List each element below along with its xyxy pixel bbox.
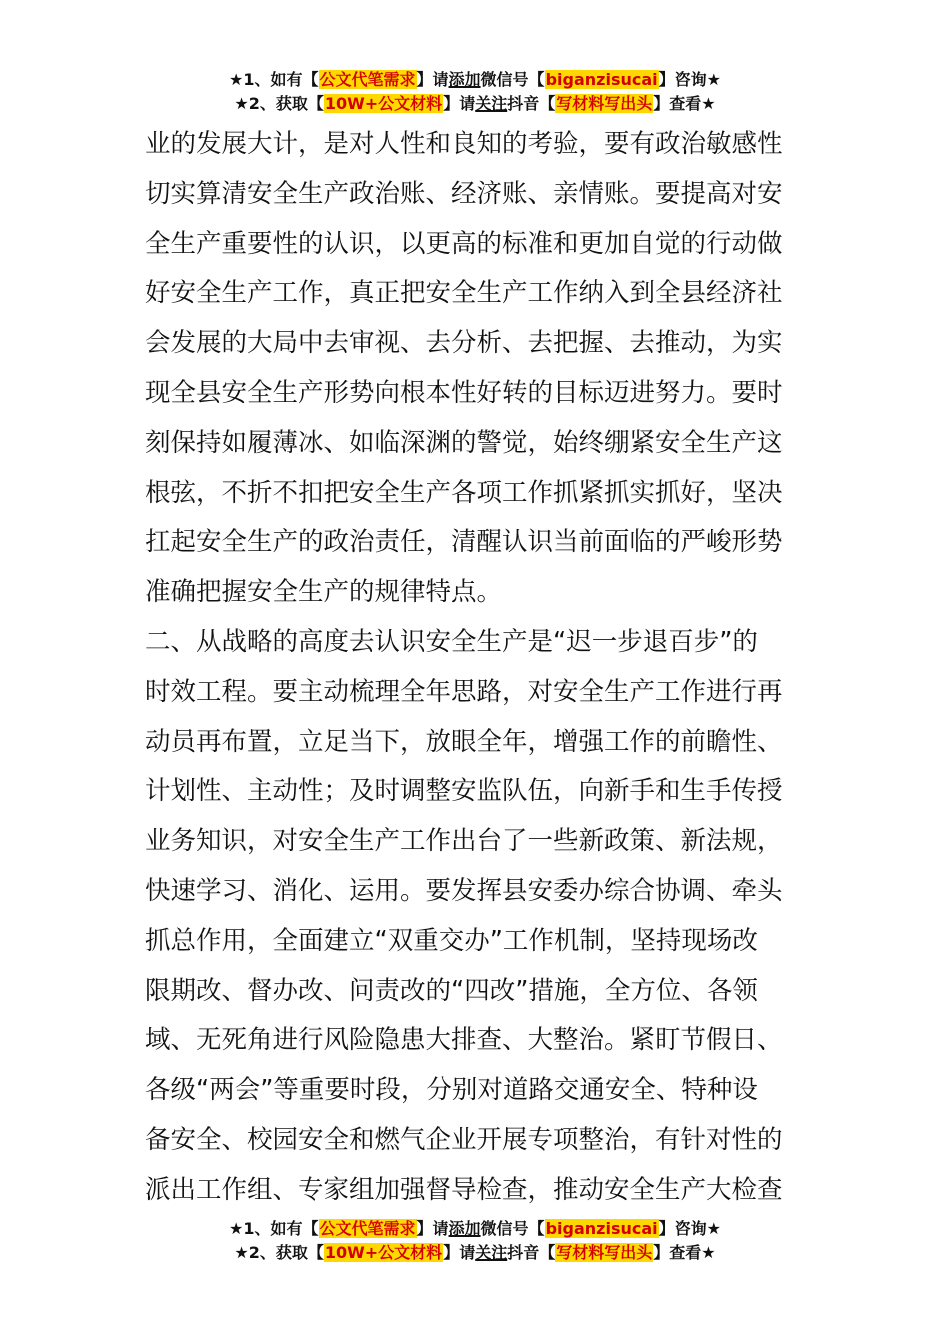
footer-banner	[0, 1217, 950, 1265]
banner-text: 】请	[443, 94, 476, 113]
banner-text: ★1、如有【	[229, 1219, 319, 1238]
banner-text: ★2、获取【	[234, 1243, 324, 1262]
body-line: 业的发展大计，是对人性和良知的考验，要有政治敏感性	[145, 129, 783, 159]
underlined-text: 添加	[448, 70, 481, 89]
banner-text: 】请	[416, 70, 449, 89]
banner-line-2	[0, 1241, 950, 1265]
highlight-service: 公文代笔需求	[319, 70, 416, 89]
header-banner	[0, 68, 950, 116]
banner-line-1	[0, 1217, 950, 1241]
banner-text: 】查看★	[653, 94, 716, 113]
banner-text: 】请	[416, 1219, 449, 1238]
section-heading: 二、从战略的高度去认识安全生产是“迟一步退百步”的	[145, 626, 758, 657]
banner-line-2	[0, 92, 950, 116]
body-line: 动员再布置，立足当下，放眼全年，增强工作的前瞻性、	[145, 726, 783, 757]
body-line: 刻保持如履薄冰、如临深渊的警觉，始终绷紧安全生产这	[145, 427, 783, 458]
document-body	[145, 120, 810, 1216]
body-line: 切实算清安全生产政治账、经济账、亲情账。要提高对安	[145, 178, 783, 209]
body-line: 好安全生产工作，真正把安全生产工作纳入到全县经济社	[145, 278, 783, 309]
banner-text: 】请	[443, 1243, 476, 1262]
banner-text: 】咨询★	[658, 70, 721, 89]
banner-text: 微信号【	[480, 70, 545, 89]
banner-text: 抖音【	[507, 1243, 556, 1262]
body-line: 各级“两会”等重要时段，分别对道路交通安全、特种设	[145, 1075, 758, 1106]
underlined-text: 添加	[448, 1219, 481, 1238]
banner-text: 】查看★	[653, 1243, 716, 1262]
body-line: 抓总作用，全面建立“双重交办”工作机制，坚持现场改	[145, 925, 758, 956]
body-line: 业务知识，对安全生产工作出台了一些新政策、新法规，	[145, 826, 783, 857]
body-line: 时效工程。要主动梳理全年思路，对安全生产工作进行再	[145, 676, 783, 707]
highlight-wechat-id: biganzisucai	[545, 1219, 658, 1238]
highlight-douyin-account: 写材料写出头	[556, 1243, 653, 1262]
body-line: 限期改、督办改、问责改的“四改”措施，全方位、各领	[145, 975, 758, 1006]
body-line: 准确把握安全生产的规律特点。	[145, 577, 503, 608]
body-line: 域、无死角进行风险隐患大排查、大整治。紧盯节假日、	[145, 1025, 783, 1056]
body-line: 扛起安全生产的政治责任，清醒认识当前面临的严峻形势	[145, 527, 783, 558]
banner-text: 微信号【	[480, 1219, 545, 1238]
highlight-materials: 10W+公文材料	[324, 1243, 443, 1262]
banner-text: ★2、获取【	[234, 94, 324, 113]
body-line: 会发展的大局中去审视、去分析、去把握、去推动，为实	[145, 328, 783, 359]
banner-line-1	[0, 68, 950, 92]
body-line: 派出工作组、专家组加强督导检查，推动安全生产大检查	[145, 1174, 783, 1205]
body-line: 根弦，不折不扣把安全生产各项工作抓紧抓实抓好，坚决	[145, 477, 783, 508]
body-line: 计划性、主动性；及时调整安监队伍，向新手和生手传授	[145, 776, 783, 807]
banner-text: 抖音【	[507, 94, 556, 113]
banner-text: 】咨询★	[658, 1219, 721, 1238]
highlight-service: 公文代笔需求	[319, 1219, 416, 1238]
highlight-douyin-account: 写材料写出头	[556, 94, 653, 113]
body-line: 快速学习、消化、运用。要发挥县安委办综合协调、牵头	[145, 875, 783, 906]
body-line: 全生产重要性的认识，以更高的标准和更加自觉的行动做	[145, 228, 783, 259]
body-line: 现全县安全生产形势向根本性好转的目标迈进努力。要时	[145, 377, 783, 408]
underlined-text: 关注	[475, 94, 508, 113]
highlight-wechat-id: biganzisucai	[545, 70, 658, 89]
banner-text: ★1、如有【	[229, 70, 319, 89]
underlined-text: 关注	[475, 1243, 508, 1262]
highlight-materials: 10W+公文材料	[324, 94, 443, 113]
body-line: 备安全、校园安全和燃气企业开展专项整治，有针对性的	[145, 1124, 783, 1155]
